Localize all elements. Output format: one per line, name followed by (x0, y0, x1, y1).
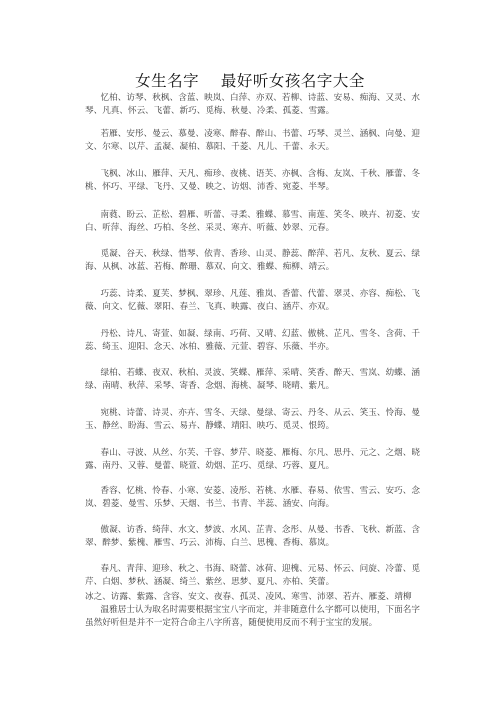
name-list-paragraph-3: 飞枫、冰山、雁萍、天凡、痴珍、夜桃、语芙、亦枫、含梅、友岚、千秋、雁蕾、冬桃、怀巧、平绿、飞丹、又曼、映之、访烟、沛香、宛菱、半琴。 (85, 169, 420, 192)
name-list-paragraph-9: 宛桃、诗蕾、诗灵、亦卉、雪冬、天绿、曼绿、寄云、丹冬、从云、笑玉、怜海、曼玉、静丝、盼海、雪云、易卉、静蝶、靖阳、映巧、觅灵、恨筠。 (85, 408, 420, 431)
name-list-paragraph-6: 巧蕊、诗柔、夏芙、梦枫、翠珍、凡莲、雅岚、香蕾、代蕾、翠灵、亦容、痴松、飞薇、向文、忆薇、翠阳、春兰、飞真、映露、夜白、涵芹、亦双。 (85, 289, 420, 312)
page-title: 女生名字 最好听女孩名字大全 (135, 72, 365, 90)
name-list-paragraph-4: 南蕤、盼云、芷松、碧雁、听蕾、寻柔、雅蝶、慕雪、南莲、笑冬、映卉、初菱、安白、听萍、海丝、巧柏、冬丝、采灵、寒卉、听薇、妙翠、元春。 (85, 210, 420, 233)
name-list-paragraph-7: 丹松、诗凡、寄萱、如凝、绿南、巧荷、又晴、幻蓝、傲桃、芷凡、雪冬、含荷、千蕊、绮玉、迎阳、念天、冰柏、雅薇、元萱、碧容、乐薇、半亦。 (85, 329, 420, 352)
name-list-paragraph-10: 春山、寻波、从丝、尔芙、千容、梦芹、晓菱、雁梅、尔凡、思丹、元之、之烟、晓露、南丹、又蓉、曼蕾、晓萱、幼烟、芷巧、觅绿、巧蓉、夏凡。 (85, 448, 420, 471)
name-list-paragraph-13: 春凡、青萍、迎珍、秋之、书海、晓蕾、冰荷、迎槐、元易、怀云、问旋、冷蕾、觅芹、白烟、梦秋、涵凝、绮兰、紫丝、思梦、夏凡、亦柏、笑蕾。 (85, 564, 420, 587)
name-list-paragraph-1: 忆柏、访琴、秋枫、含蓝、映岚、白萍、亦双、若柳、诗蓝、安易、痴海、又灵、水琴、凡真、怀云、飞蕾、新巧、觅梅、秋曼、冷柔、孤菱、雪露。 (85, 93, 420, 116)
name-list-paragraph-5: 觅凝、谷天、秋绿、惜琴、依青、香珍、山灵、静蕊、醉萍、若凡、友秋、夏云、绿海、从枫、冰蓝、若梅、醉珊、慕双、向文、雅蝶、痴柳、靖云。 (85, 249, 420, 272)
name-list-paragraph-14: 冰之、访露、紫露、含容、安文、夜春、孤灵、凌风、寒雪、沛翠、若卉、雁菱、靖柳 (85, 592, 412, 602)
name-list-paragraph-11: 香容、忆桃、怜春、小寒、安菱、凌彤、若桃、水雁、春易、依雪、雪云、安巧、念岚、碧菱、曼雪、乐梦、天烟、书兰、书青、半蕊、涵安、向海。 (85, 486, 420, 509)
name-list-paragraph-12: 傲凝、访香、绮萍、水文、梦波、水风、芷青、念彤、从曼、书香、飞秋、新蓝、含翠、醉梦、紫槐、雁雪、巧云、沛梅、白兰、思槐、香梅、慕岚。 (85, 525, 420, 548)
advice-paragraph: 温雅居士认为取名时需要根据宝宝八字而定，并非随意什么字都可以使用，下面名字虽然好听但是并不一定符合命主八字所喜，随便使用反而不利于宝宝的发展。 (85, 605, 420, 628)
name-list-paragraph-8: 绿柏、若蝶、夜双、秋柏、灵波、笑蝶、雁萍、采晴、笑香、醉天、雪岚、幼蝶、涵绿、南晴、秋萍、采琴、寄香、念烟、海桃、凝琴、晓晴、紫凡。 (85, 368, 420, 391)
name-list-paragraph-2: 若雁、安彤、曼云、慕曼、凌寒、醉春、醉山、书蕾、巧琴、灵兰、涵枫、向曼、迎文、尔寒、以芹、孟凝、凝柏、慕阳、千菱、凡儿、千蕾、永天。 (85, 129, 420, 152)
